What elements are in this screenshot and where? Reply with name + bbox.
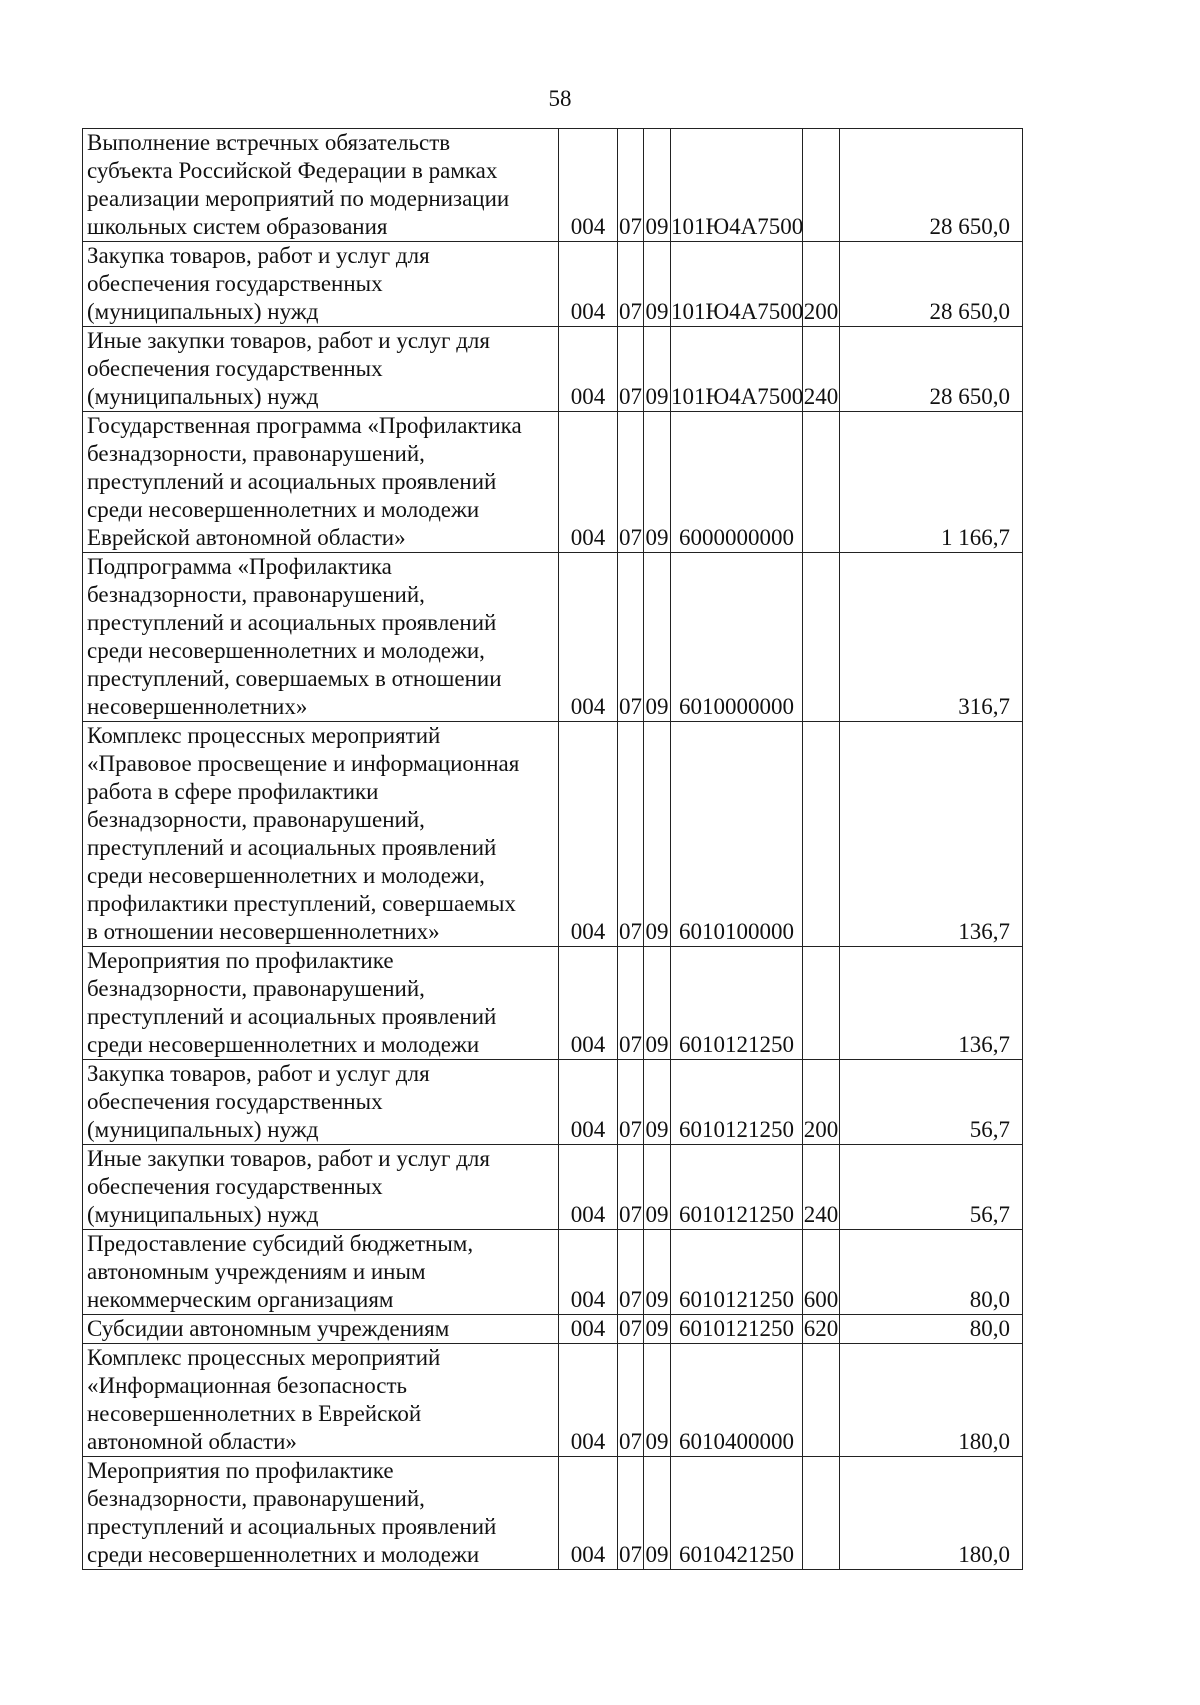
row-name-line: автономным учреждениям и иным <box>87 1259 426 1284</box>
amount-cell: 316,7 <box>840 553 1023 722</box>
amount-cell: 136,7 <box>840 722 1023 947</box>
expense-type-cell: 600 <box>803 1230 840 1315</box>
row-name-line: (муниципальных) нужд <box>87 1117 319 1142</box>
target-article-cell: 101Ю4А7500 <box>671 129 803 242</box>
row-name-cell <box>83 1315 559 1344</box>
table-row <box>83 1457 1023 1570</box>
row-name-line: преступлений и асоциальных проявлений <box>87 610 497 635</box>
row-name-line: среди несовершеннолетних и молодежи <box>87 497 480 522</box>
row-name-cell <box>83 1060 559 1145</box>
target-article-cell: 6010121250 <box>671 947 803 1060</box>
row-name-line: Субсидии автономным учреждениям <box>87 1316 450 1341</box>
budget-table-body <box>83 129 1023 1570</box>
row-name-line: Комплекс процессных мероприятий <box>87 723 441 748</box>
subsection-code-cell: 09 <box>644 947 671 1060</box>
section-code-cell: 07 <box>618 1230 644 1315</box>
ved-code-cell: 004 <box>559 1145 618 1230</box>
ved-code-cell: 004 <box>559 722 618 947</box>
table-row <box>83 1060 1023 1145</box>
amount-cell: 80,0 <box>840 1230 1023 1315</box>
subsection-code-cell: 09 <box>644 242 671 327</box>
section-code-cell: 07 <box>618 1145 644 1230</box>
table-row <box>83 327 1023 412</box>
amount-cell: 1 166,7 <box>840 412 1023 553</box>
subsection-code-cell: 09 <box>644 412 671 553</box>
amount-cell: 56,7 <box>840 1060 1023 1145</box>
row-name-line: несовершеннолетних» <box>87 694 308 719</box>
row-name-line: безнадзорности, правонарушений, <box>87 807 425 832</box>
section-code-cell: 07 <box>618 1457 644 1570</box>
row-name-cell <box>83 947 559 1060</box>
row-name-line: в отношении несовершеннолетних» <box>87 919 440 944</box>
row-name-line: безнадзорности, правонарушений, <box>87 976 425 1001</box>
row-name-line: безнадзорности, правонарушений, <box>87 441 425 466</box>
row-name-line: Подпрограмма «Профилактика <box>87 554 392 579</box>
page-number: 58 <box>548 86 572 111</box>
row-name-cell <box>83 722 559 947</box>
subsection-code-cell: 09 <box>644 722 671 947</box>
section-code-cell: 07 <box>618 553 644 722</box>
section-code-cell: 07 <box>618 412 644 553</box>
section-code-cell: 07 <box>618 1344 644 1457</box>
ved-code-cell: 004 <box>559 129 618 242</box>
row-name-line: субъекта Российской Федерации в рамках <box>87 158 498 183</box>
amount-cell: 80,0 <box>840 1315 1023 1344</box>
expense-type-cell <box>803 129 840 242</box>
subsection-code-cell: 09 <box>644 1344 671 1457</box>
target-article-cell: 101Ю4А7500 <box>671 242 803 327</box>
row-name-line: безнадзорности, правонарушений, <box>87 582 425 607</box>
subsection-code-cell: 09 <box>644 1060 671 1145</box>
expense-type-cell: 240 <box>803 327 840 412</box>
row-name-line: преступлений и асоциальных проявлений <box>87 469 497 494</box>
row-name-line: работа в сфере профилактики <box>87 779 379 804</box>
ved-code-cell: 004 <box>559 1344 618 1457</box>
table-row <box>83 1315 1023 1344</box>
target-article-cell: 6010100000 <box>671 722 803 947</box>
row-name-line: Закупка товаров, работ и услуг для <box>87 243 430 268</box>
table-row <box>83 947 1023 1060</box>
subsection-code-cell: 09 <box>644 1457 671 1570</box>
target-article-cell: 6010121250 <box>671 1145 803 1230</box>
subsection-code-cell: 09 <box>644 129 671 242</box>
row-name-cell <box>83 129 559 242</box>
table-row <box>83 1145 1023 1230</box>
row-name-cell <box>83 1230 559 1315</box>
amount-cell: 28 650,0 <box>840 129 1023 242</box>
amount-cell: 28 650,0 <box>840 242 1023 327</box>
amount-cell: 28 650,0 <box>840 327 1023 412</box>
row-name-line: обеспечения государственных <box>87 271 383 296</box>
row-name-cell <box>83 553 559 722</box>
target-article-cell: 6010400000 <box>671 1344 803 1457</box>
row-name-cell <box>83 1145 559 1230</box>
section-code-cell: 07 <box>618 947 644 1060</box>
expense-type-cell: 200 <box>803 1060 840 1145</box>
row-name-line: обеспечения государственных <box>87 356 383 381</box>
row-name-cell <box>83 1457 559 1570</box>
row-name-line: (муниципальных) нужд <box>87 1202 319 1227</box>
section-code-cell: 07 <box>618 327 644 412</box>
ved-code-cell: 004 <box>559 553 618 722</box>
subsection-code-cell: 09 <box>644 553 671 722</box>
row-name-line: автономной области» <box>87 1429 297 1454</box>
row-name-line: (муниципальных) нужд <box>87 299 319 324</box>
budget-table <box>82 128 1023 1570</box>
expense-type-cell: 620 <box>803 1315 840 1344</box>
row-name-line: несовершеннолетних в Еврейской <box>87 1401 422 1426</box>
target-article-cell: 6010421250 <box>671 1457 803 1570</box>
section-code-cell: 07 <box>618 722 644 947</box>
target-article-cell: 6010121250 <box>671 1230 803 1315</box>
target-article-cell: 6000000000 <box>671 412 803 553</box>
row-name-line: Предоставление субсидий бюджетным, <box>87 1231 474 1256</box>
table-row <box>83 553 1023 722</box>
target-article-cell: 101Ю4А7500 <box>671 327 803 412</box>
row-name-line: обеспечения государственных <box>87 1089 383 1114</box>
row-name-line: Мероприятия по профилактике <box>87 948 394 973</box>
expense-type-cell: 200 <box>803 242 840 327</box>
row-name-line: Иные закупки товаров, работ и услуг для <box>87 1146 490 1171</box>
row-name-line: реализации мероприятий по модернизации <box>87 186 510 211</box>
target-article-cell: 6010121250 <box>671 1060 803 1145</box>
subsection-code-cell: 09 <box>644 327 671 412</box>
row-name-line: Еврейской автономной области» <box>87 525 406 550</box>
amount-cell: 180,0 <box>840 1344 1023 1457</box>
amount-cell: 180,0 <box>840 1457 1023 1570</box>
row-name-line: Иные закупки товаров, работ и услуг для <box>87 328 490 353</box>
ved-code-cell: 004 <box>559 1230 618 1315</box>
row-name-line: «Правовое просвещение и информационная <box>87 751 520 776</box>
expense-type-cell <box>803 1344 840 1457</box>
ved-code-cell: 004 <box>559 412 618 553</box>
row-name-line: преступлений, совершаемых в отношении <box>87 666 502 691</box>
ved-code-cell: 004 <box>559 1060 618 1145</box>
table-row <box>83 1230 1023 1315</box>
target-article-cell: 6010000000 <box>671 553 803 722</box>
ved-code-cell: 004 <box>559 327 618 412</box>
ved-code-cell: 004 <box>559 1315 618 1344</box>
ved-code-cell: 004 <box>559 947 618 1060</box>
table-row <box>83 412 1023 553</box>
section-code-cell: 07 <box>618 242 644 327</box>
row-name-line: «Информационная безопасность <box>87 1373 408 1398</box>
section-code-cell: 07 <box>618 1315 644 1344</box>
ved-code-cell: 004 <box>559 242 618 327</box>
table-row <box>83 1344 1023 1457</box>
row-name-line: обеспечения государственных <box>87 1174 383 1199</box>
row-name-line: среди несовершеннолетних и молодежи, <box>87 638 485 663</box>
row-name-line: среди несовершеннолетних и молодежи, <box>87 863 485 888</box>
row-name-line: некоммерческим организациям <box>87 1287 394 1312</box>
table-row <box>83 722 1023 947</box>
expense-type-cell: 240 <box>803 1145 840 1230</box>
subsection-code-cell: 09 <box>644 1145 671 1230</box>
expense-type-cell <box>803 1457 840 1570</box>
expense-type-cell <box>803 947 840 1060</box>
amount-cell: 56,7 <box>840 1145 1023 1230</box>
row-name-line: безнадзорности, правонарушений, <box>87 1486 425 1511</box>
row-name-line: профилактики преступлений, совершаемых <box>87 891 516 916</box>
expense-type-cell <box>803 553 840 722</box>
row-name-line: Закупка товаров, работ и услуг для <box>87 1061 430 1086</box>
row-name-line: преступлений и асоциальных проявлений <box>87 1514 497 1539</box>
row-name-line: Мероприятия по профилактике <box>87 1458 394 1483</box>
row-name-line: Выполнение встречных обязательств <box>87 130 451 155</box>
row-name-line: преступлений и асоциальных проявлений <box>87 1004 497 1029</box>
expense-type-cell <box>803 412 840 553</box>
row-name-line: Государственная программа «Профилактика <box>87 413 522 438</box>
section-code-cell: 07 <box>618 1060 644 1145</box>
row-name-cell <box>83 412 559 553</box>
section-code-cell: 07 <box>618 129 644 242</box>
ved-code-cell: 004 <box>559 1457 618 1570</box>
row-name-cell <box>83 327 559 412</box>
target-article-cell: 6010121250 <box>671 1315 803 1344</box>
row-name-cell <box>83 242 559 327</box>
row-name-cell <box>83 1344 559 1457</box>
table-row <box>83 242 1023 327</box>
row-name-line: (муниципальных) нужд <box>87 384 319 409</box>
amount-cell: 136,7 <box>840 947 1023 1060</box>
subsection-code-cell: 09 <box>644 1315 671 1344</box>
expense-type-cell <box>803 722 840 947</box>
table-row <box>83 129 1023 242</box>
row-name-line: Комплекс процессных мероприятий <box>87 1345 441 1370</box>
row-name-line: школьных систем образования <box>87 214 388 239</box>
row-name-line: среди несовершеннолетних и молодежи <box>87 1032 480 1057</box>
row-name-line: среди несовершеннолетних и молодежи <box>87 1542 480 1567</box>
subsection-code-cell: 09 <box>644 1230 671 1315</box>
row-name-line: преступлений и асоциальных проявлений <box>87 835 497 860</box>
